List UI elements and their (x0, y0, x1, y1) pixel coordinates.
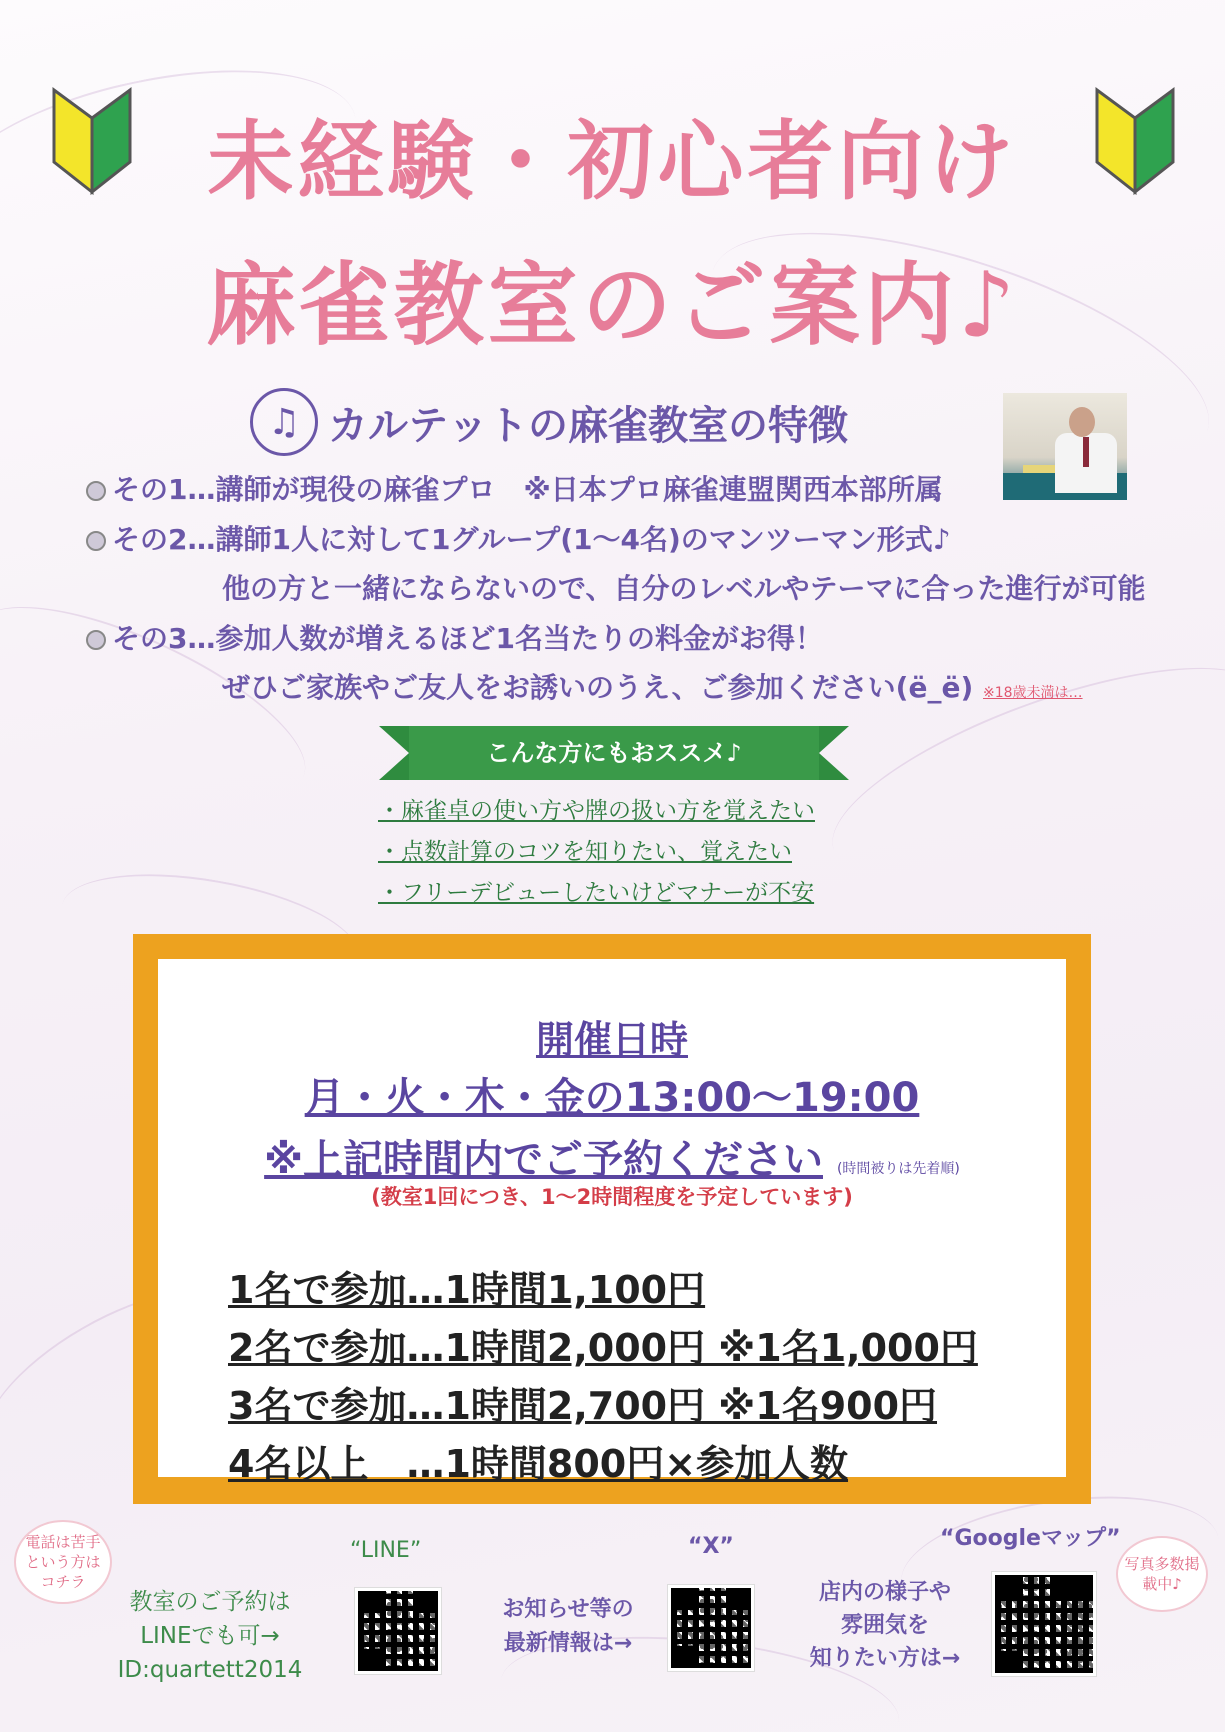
photos-bubble: 写真多数掲載中♪ (1116, 1536, 1208, 1612)
recommend-heading: こんな方にもおススメ♪ (486, 739, 742, 767)
map-text-2: 雰囲気を (840, 1613, 929, 1638)
feature-item: その1…講師が現役の麻雀プロ ※日本プロ麻雀連盟関西本部所属 (86, 468, 943, 508)
schedule-panel (158, 959, 1066, 1486)
reserve-note: (時間被りは先着順) (836, 1161, 960, 1177)
price-row: 3名で参加…1時間2,700円 ※1名900円 (228, 1384, 938, 1428)
recommend-item: ・麻雀卓の使い方や牌の扱い方を覚えたい (378, 798, 815, 824)
line-label: “LINE” (350, 1538, 422, 1563)
mahjong-tile-icon (86, 481, 106, 501)
recommend-item: ・点数計算のコツを知りたい、覚えたい (378, 839, 792, 865)
map-text-3: 知りたい方は→ (809, 1646, 961, 1671)
features-heading-text: カルテットの麻雀教室の特徴 (328, 402, 848, 449)
feature-item: 他の方と一緒にならないので、自分のレベルやテーマに合った進行が可能 (222, 572, 1146, 605)
mahjong-tile-icon (86, 630, 106, 650)
poster-title-line2: 麻雀教室のご案内♪ (205, 253, 1020, 358)
schedule-days: 月・火・木・金の13:00～19:00 (304, 1075, 920, 1121)
schedule-heading: 開催日時 (535, 1018, 688, 1062)
feature-item: その3…参加人数が増えるほど1名当たりの料金がお得！ (86, 617, 823, 657)
schedule-frame (133, 934, 1091, 1504)
age-note: ※18歳未満は… (983, 685, 1083, 701)
line-text-1: 教室のご予約は (129, 1589, 291, 1615)
feature-item: その2…講師1人に対して1グループ(1～4名)のマンツーマン形式♪ (86, 518, 951, 558)
mahjong-tile-icon (86, 531, 106, 551)
price-row: 1名で参加…1時間1,100円 (228, 1268, 706, 1312)
phone-bubble: 電話は苦手という方はコチラ (14, 1520, 112, 1604)
poster-title-line1: 未経験・初心者向け (207, 112, 1018, 212)
features-heading (250, 388, 848, 456)
line-qr-code[interactable] (355, 1588, 441, 1674)
map-label: “Googleマップ” (940, 1526, 1121, 1551)
price-row: 2名で参加…1時間2,000円 ※1名1,000円 (228, 1326, 978, 1370)
reserve-text: ※上記時間内でご予約ください (264, 1137, 823, 1183)
x-text-1: お知らせ等の (502, 1597, 634, 1622)
map-text-1: 店内の様子や (818, 1580, 951, 1605)
music-note-icon: ♫ (250, 388, 318, 456)
map-qr-code[interactable] (992, 1572, 1096, 1676)
line-text-2: LINEでも可→ (140, 1623, 280, 1649)
line-text-3: ID:quartett2014 (117, 1657, 303, 1683)
instructor-photo (1003, 393, 1127, 500)
x-label: “X” (688, 1534, 734, 1559)
duration-note: (教室1回につき、1～2時間程度を予定しています) (371, 1185, 853, 1209)
feature-item: ぜひご家族やご友人をお誘いのうえ、ご参加ください(ë_ë) ※18歳未満は… (222, 671, 1083, 704)
price-row: 4名以上 …1時間800円×参加人数 (228, 1442, 849, 1486)
x-qr-code[interactable] (668, 1585, 754, 1671)
reserve-line (158, 1128, 1066, 1185)
recommend-item: ・フリーデビューしたいけどマナーが不安 (378, 880, 815, 906)
x-text-2: 最新情報は→ (503, 1631, 633, 1656)
